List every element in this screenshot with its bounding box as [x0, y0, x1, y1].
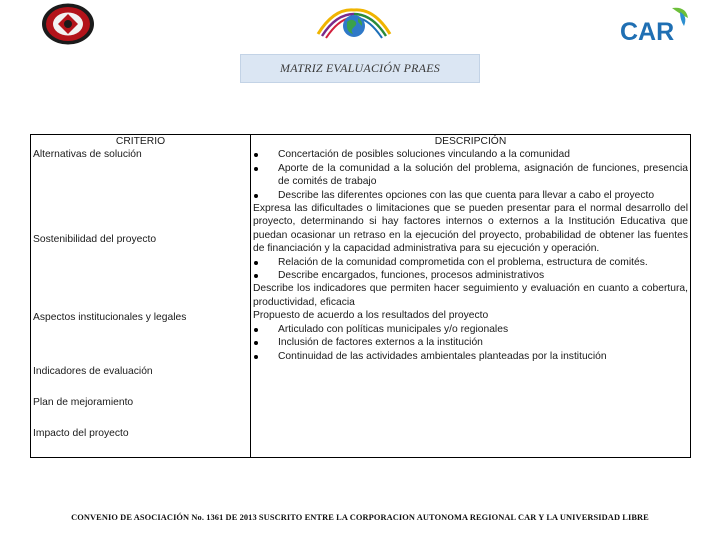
- criterio-cell: Alternativas de solución: [33, 149, 142, 161]
- table-row: [31, 135, 691, 458]
- list-item: Aporte de la comunidad a la solución del problema, asignación de funciones, presencia de comités de trabajo: [253, 162, 688, 189]
- bullet-icon: [253, 350, 278, 363]
- evaluation-matrix-table: [30, 134, 691, 458]
- university-seal-logo: [40, 2, 96, 46]
- list-item: Articulado con políticas municipales y/o regionales: [253, 323, 688, 336]
- bullet-icon: [253, 148, 278, 161]
- criterio-header: CRITERIO: [115, 136, 166, 147]
- list-item: Describe encargados, funciones, procesos administrativos: [253, 269, 688, 282]
- bullet-icon: [253, 323, 278, 336]
- car-logo-text: CAR: [620, 18, 675, 46]
- descripcion-column: [251, 135, 691, 458]
- descripcion-header: DESCRIPCIÓN: [434, 136, 507, 147]
- list-item: Relación de la comunidad comprometida con el problema, estructura de comités.: [253, 256, 688, 269]
- bullet-icon: [253, 256, 278, 269]
- criterio-column: [31, 135, 251, 458]
- page-title: MATRIZ EVALUACIÓN PRAES: [240, 54, 480, 83]
- criterio-cell: Aspectos institucionales y legales: [33, 312, 187, 324]
- car-logo: [614, 4, 692, 46]
- list-item: Describe las diferentes opciones con las que cuenta para llevar a cabo el proyecto: [253, 189, 688, 202]
- descripcion-paragraph: Describe los indicadores que permiten hacer seguimiento y evaluación en cuanto a cobertura, productividad, eficacia: [253, 283, 688, 308]
- criterio-cell: Indicadores de evaluación: [33, 366, 153, 378]
- bullet-icon: [253, 336, 278, 349]
- list-item: Continuidad de las actividades ambientales planteadas por la institución: [253, 350, 688, 363]
- bullet-icon: [253, 162, 278, 189]
- criterio-cell: Plan de mejoramiento: [33, 397, 134, 409]
- bullet-icon: [253, 189, 278, 202]
- descripcion-paragraph: Expresa las dificultades o limitaciones que se pueden presentar para el normal desarrollo del proyecto, determinando si hay factores internos o externos a la Institución Educativa que puedan ocasionar un retraso en la ejecución del proyecto, probabilidad de obtener las fuentes de financiación y la capacidad administrativa para su ejecución y operación.: [253, 203, 688, 255]
- criterio-cell: Impacto del proyecto: [33, 428, 129, 440]
- criterio-cell: Sostenibilidad del proyecto: [33, 234, 157, 246]
- descripcion-paragraph: Propuesto de acuerdo a los resultados del proyecto: [253, 310, 489, 322]
- list-item: Inclusión de factores externos a la institución: [253, 336, 688, 349]
- footer-agreement-text: CONVENIO DE ASOCIACIÓN No. 1361 DE 2013 SUSCRITO ENTRE LA CORPORACION AUTONOMA REGIONAL CAR Y LA UNIVERSIDAD LIBRE: [71, 513, 649, 522]
- bullet-icon: [253, 269, 278, 282]
- globe-emblem-logo: [312, 4, 396, 54]
- list-item: Concertación de posibles soluciones vinculando a la comunidad: [253, 148, 688, 161]
